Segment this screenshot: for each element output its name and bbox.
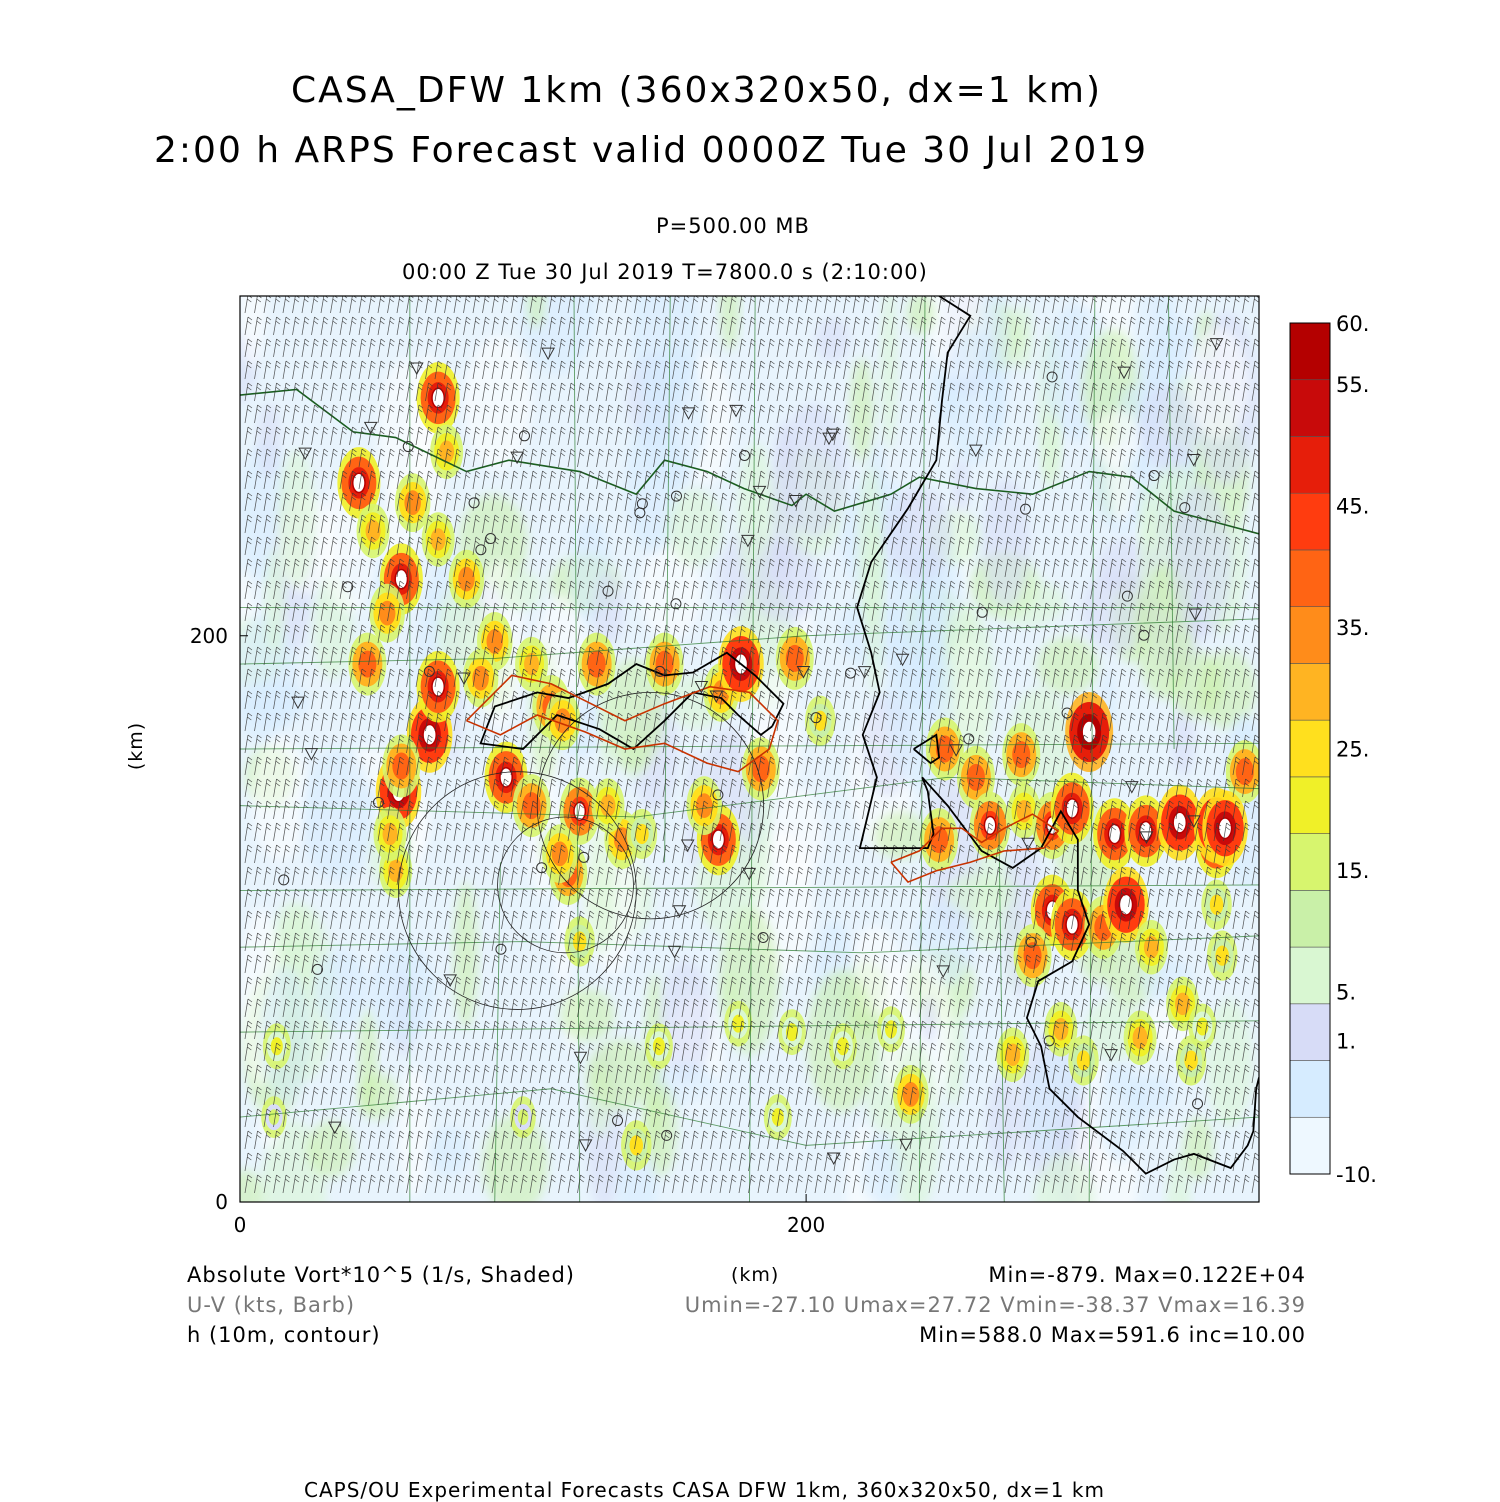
colorbar-swatch <box>1290 436 1330 493</box>
vorticity-band <box>231 615 296 743</box>
colorbar-label: 55. <box>1336 372 1370 397</box>
colorbar-swatch <box>1290 380 1330 437</box>
vorticity-band <box>464 336 532 471</box>
vorticity-band <box>358 1073 398 1119</box>
colorbar-swatch <box>1290 1004 1330 1061</box>
vorticity-cell-core <box>837 1037 849 1055</box>
vorticity-band <box>278 450 316 588</box>
vorticity-band <box>886 486 952 582</box>
vorticity-cell-core <box>1012 741 1030 768</box>
vorticity-band <box>1037 637 1098 695</box>
vorticity-band <box>1183 1117 1214 1180</box>
colorbar-label: 1. <box>1336 1029 1357 1054</box>
vorticity-band <box>1089 410 1142 466</box>
vorticity-cell-core <box>732 1015 744 1033</box>
colorbar-label: 5. <box>1336 980 1357 1005</box>
colorbar-swatch <box>1290 720 1330 777</box>
vorticity-cell-eye <box>1173 812 1186 833</box>
vorticity-cell-eye <box>395 570 407 589</box>
vorticity-cell-core <box>458 567 475 592</box>
vorticity-band <box>238 237 266 367</box>
vorticity-cell-core <box>388 859 403 882</box>
vorticity-band <box>1013 305 1033 370</box>
colorbar-label: 45. <box>1336 494 1370 519</box>
colorbar-swatch <box>1290 607 1330 664</box>
colorbar-swatch <box>1290 550 1330 607</box>
vorticity-cell-eye <box>500 768 512 787</box>
colorbar-swatch <box>1290 777 1330 834</box>
legend-field-label: U-V (kts, Barb) <box>187 1293 356 1317</box>
colorbar <box>1290 312 1377 1187</box>
y-axis-label: (km) <box>125 721 148 771</box>
colorbar-label: 35. <box>1336 615 1370 640</box>
vorticity-band <box>252 735 308 861</box>
vorticity-band <box>302 750 374 883</box>
vorticity-band <box>720 253 741 351</box>
footer-credit: CAPS/OU Experimental Forecasts CASA DFW 1km, 360x320x50, dx=1 km <box>304 1478 1105 1502</box>
colorbar-swatch <box>1290 890 1330 947</box>
vorticity-band <box>850 358 874 461</box>
x-tick-label: 0 <box>233 1213 247 1237</box>
colorbar-swatch <box>1290 663 1330 720</box>
legend-stats: Min=-879. Max=0.122E+04 <box>988 1263 1306 1287</box>
colorbar-swatch <box>1290 947 1330 1004</box>
vorticity-cell-core <box>903 1082 920 1107</box>
vorticity-cell-core <box>573 931 587 951</box>
vorticity-cell-core <box>1144 936 1159 959</box>
legend-stats: Umin=-27.10 Umax=27.72 Vmin=-38.37 Vmax=16.39 <box>684 1293 1306 1317</box>
colorbar-swatch <box>1290 834 1330 891</box>
vorticity-cell-eye <box>1119 894 1132 915</box>
legend-stats: Min=588.0 Max=591.6 inc=10.00 <box>919 1323 1306 1347</box>
colorbar-label: 15. <box>1336 859 1370 884</box>
vorticity-cell-core <box>431 528 446 551</box>
colorbar-swatch <box>1290 323 1330 380</box>
vorticity-cell-core <box>967 764 985 791</box>
vorticity-cell-core <box>271 1037 283 1055</box>
colorbar-swatch <box>1290 1061 1330 1118</box>
vorticity-cell-eye <box>984 817 995 835</box>
vorticity-band <box>1096 1064 1144 1161</box>
vorticity-band <box>978 266 1008 441</box>
vorticity-cell-eye <box>432 388 444 407</box>
y-tick-label: 0 <box>215 1190 228 1214</box>
legend-field-label: Absolute Vort*10^5 (1/s, Shaded) <box>187 1263 575 1287</box>
vorticity-band <box>258 404 281 478</box>
vorticity-cell-eye <box>1218 818 1231 839</box>
colorbar-label: -10. <box>1336 1163 1377 1187</box>
vorticity-band <box>265 548 285 652</box>
level-label: P=500.00 MB <box>656 214 810 238</box>
x-axis-label: (km) <box>731 1264 780 1286</box>
vorticity-cell-eye <box>423 725 436 746</box>
colorbar-swatch <box>1290 493 1330 550</box>
time-label: 00:00 Z Tue 30 Jul 2019 T=7800.0 s (2:10:00) <box>402 260 928 284</box>
vorticity-cell-core <box>404 490 421 515</box>
colorbar-swatch <box>1290 1117 1330 1174</box>
vorticity-band <box>1139 484 1155 597</box>
colorbar-label: 60. <box>1336 312 1370 336</box>
vorticity-band <box>815 318 849 362</box>
x-tick-label: 200 <box>787 1213 826 1237</box>
vorticity-cell-eye <box>432 677 444 696</box>
colorbar-label: 25. <box>1336 737 1370 762</box>
vorticity-cell-core <box>1184 1050 1198 1070</box>
y-tick-label: 200 <box>189 623 228 648</box>
legend-field-label: h (10m, contour) <box>187 1323 381 1347</box>
title-line-2: 2:00 h ARPS Forecast valid 0000Z Tue 30 Jul 2019 <box>154 130 1149 171</box>
title-line-1: CASA_DFW 1km (360x320x50, dx=1 km) <box>291 70 1103 111</box>
